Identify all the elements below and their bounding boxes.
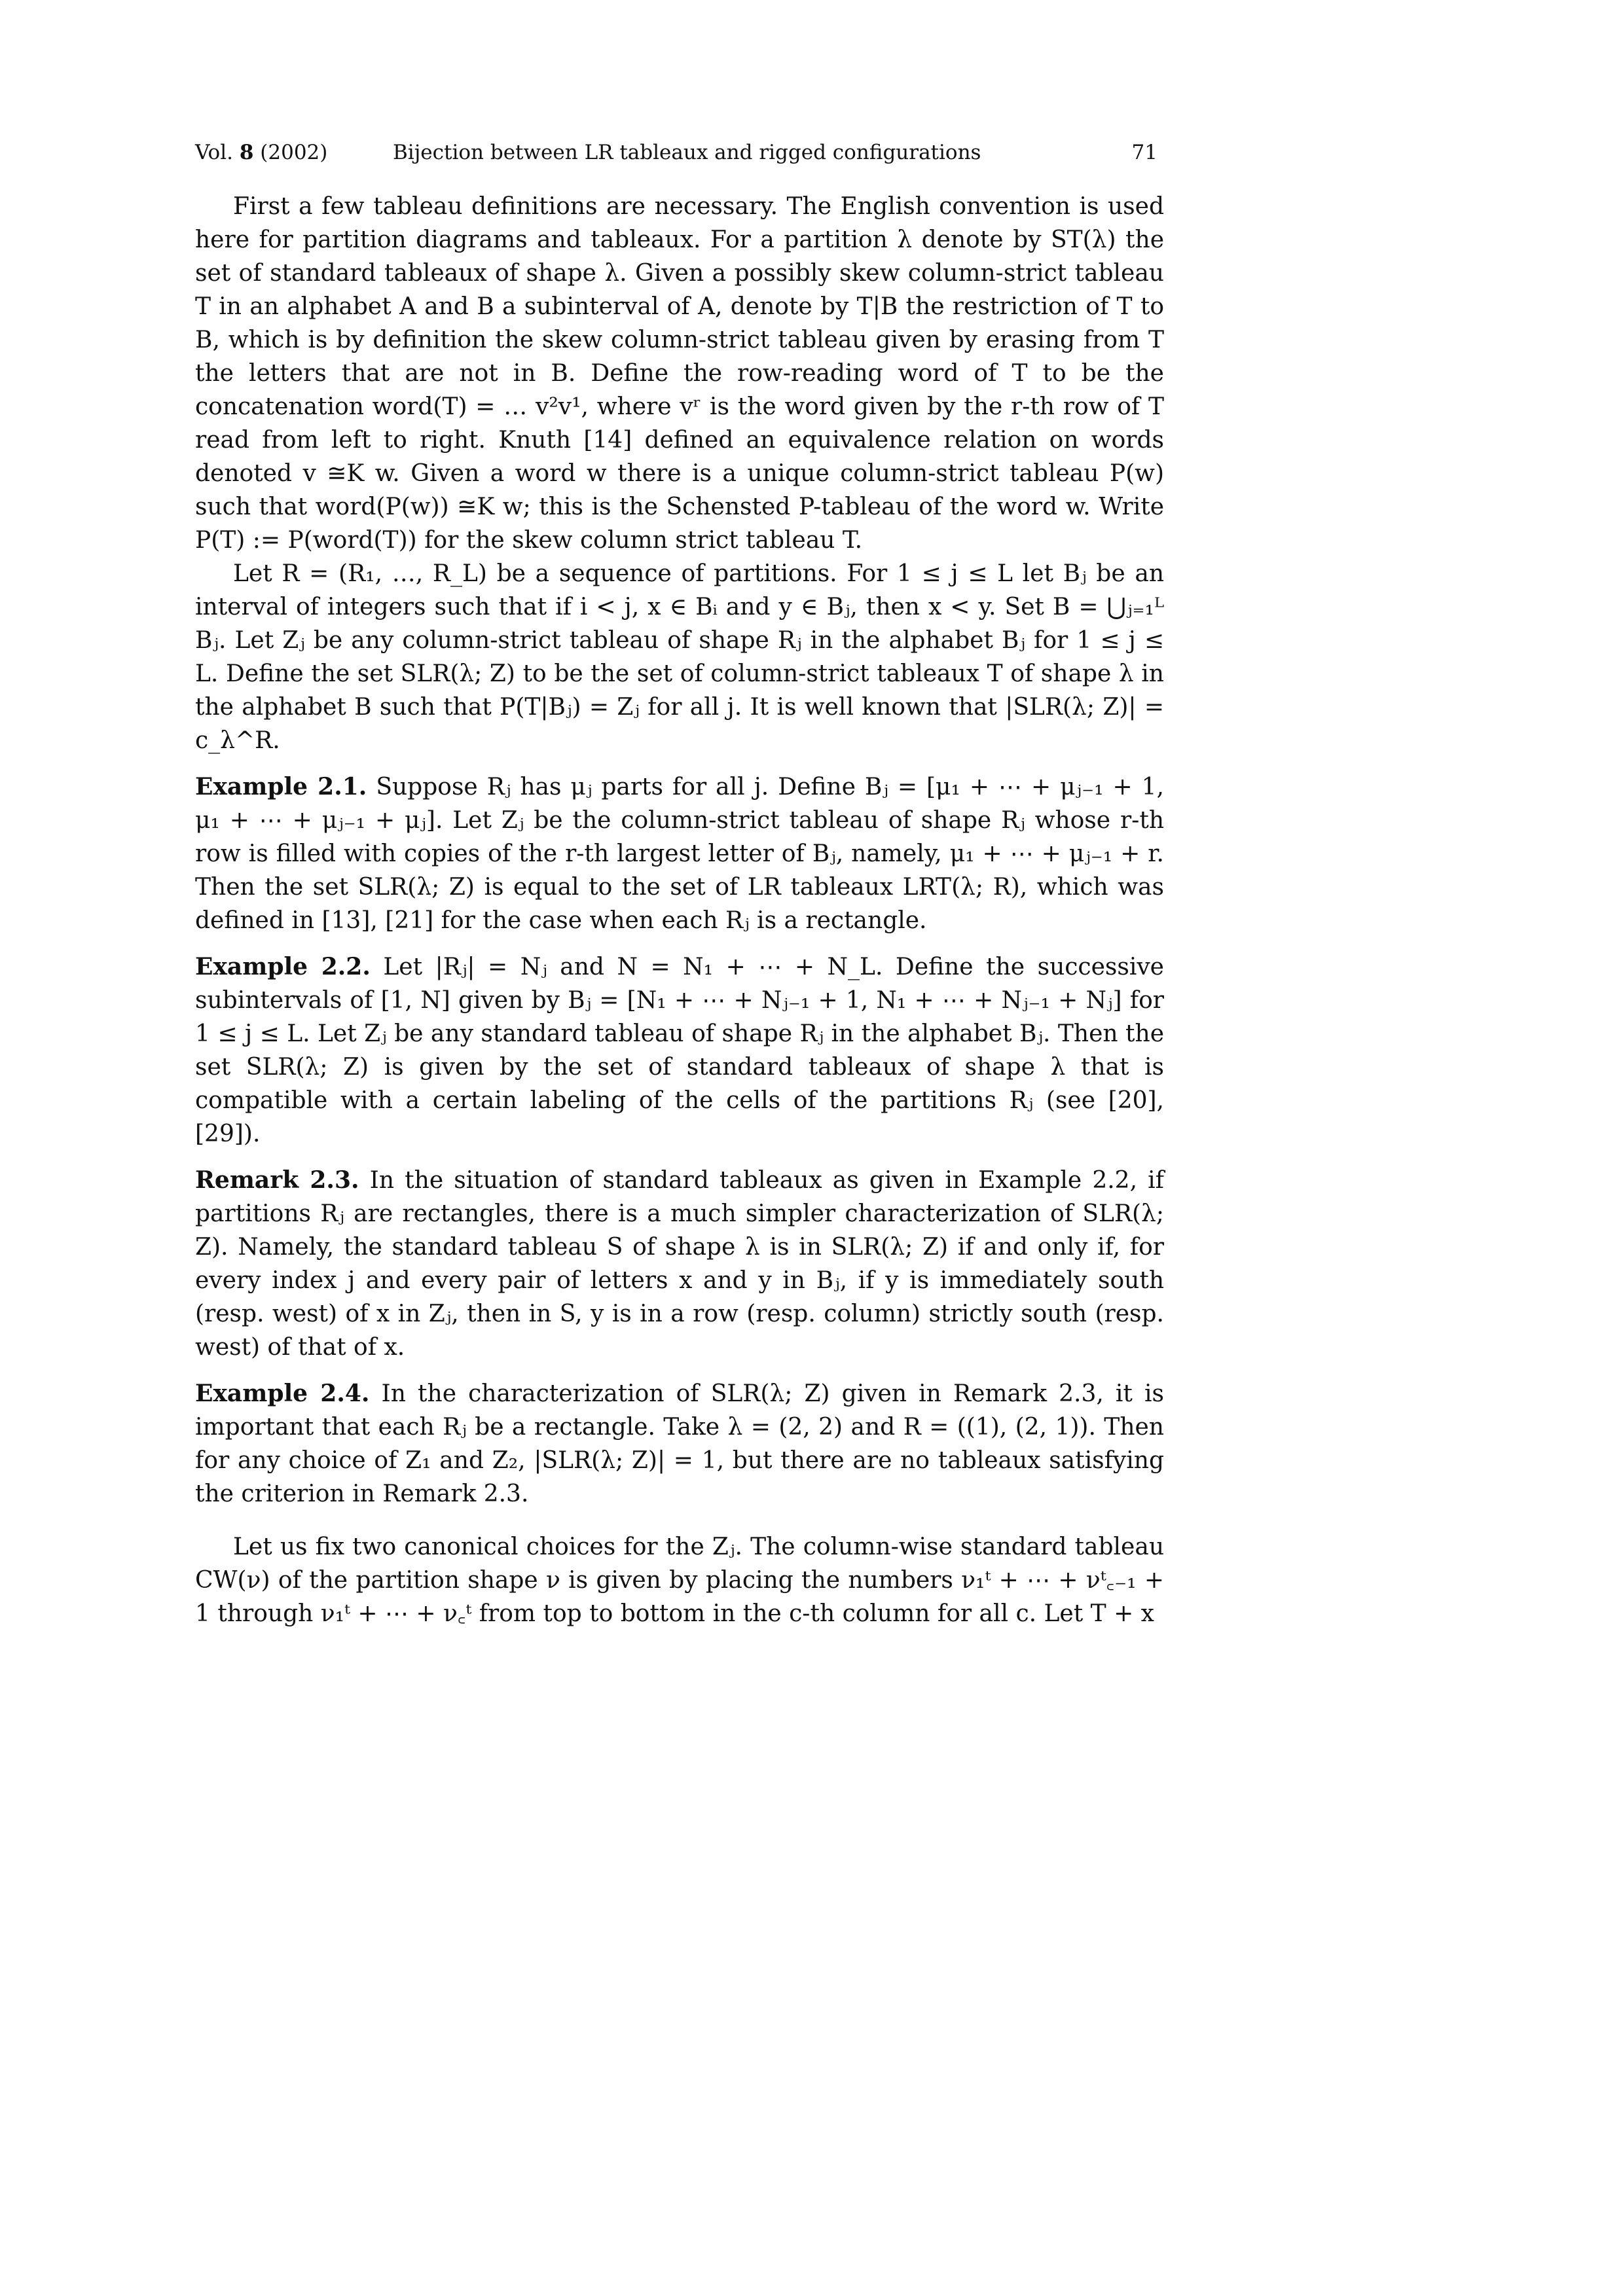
running-title: Bijection between LR tableaux and rigged configurations [393,141,981,164]
remark-label: Remark 2.3. [195,1166,359,1194]
example-text: In the characterization of SLR(λ; Z) given in Remark 2.3, it is important that each Rⱼ be a rectangle. Take λ = (2, 2) and R = ((1), (2, 1)). Then for any choice of Z₁ and Z₂, |SLR(λ; Z)| = 1, but there are no tableaux satisfying the criterion in Remark 2.3. [195,1380,1164,1507]
paragraph-canonical-choices: Let us fix two canonical choices for the Zⱼ. The column-wise standard tableau CW(ν) of the partition shape ν is given by placing the numbers ν₁ᵗ + ⋯ + νᵗ꜀₋₁ + 1 through ν₁ᵗ + ⋯ + ν꜀ᵗ from top to bottom in the c-th column for all c. Let T + x [195,1534,1164,1627]
example-2-4 [195,1377,1164,1511]
example-label: Example 2.4. [195,1380,370,1407]
remark-text: In the situation of standard tableaux as given in Example 2.2, if partitions Rⱼ are rectangles, there is a much simpler characterization of SLR(λ; Z). Namely, the standard tableau S of shape λ is in SLR(λ; Z) if and only if, for every index j and every pair of letters x and y in Bⱼ, if y is immediately south (resp. west) of x in Zⱼ, then in S, y is in a row (resp. column) strictly south (resp. west) of that of x. [195,1167,1164,1361]
remark-2-3 [195,1164,1164,1364]
paragraph-tableau-definitions: First a few tableau definitions are necessary. The English convention is used here for partition diagrams and tableaux. For a partition λ denote by ST(λ) the set of standard tableaux of shape λ. Given a possibly skew column-strict tableau T in an alphabet A and B a subinterval of A, denote by T|B the restriction of T to B, which is by definition the skew column-strict tableau given by erasing from T the letters that are not in B. Define the row-reading word of T to be the concatenation word(T) = … v²v¹, where vʳ is the word given by the r-th row of T read from left to right. Knuth [14] defined an equivalence relation on words denoted v ≅K w. Given a word w there is a unique column-strict tableau P(w) such that word(P(w)) ≅K w; this is the Schensted P-tableau of the word w. Write P(T) := P(word(T)) for the skew column strict tableau T. [195,193,1164,554]
page-body [195,190,1164,1630]
running-header [195,136,1158,169]
example-2-2 [195,950,1164,1151]
example-text: Let |Rⱼ| = Nⱼ and N = N₁ + ⋯ + N_L. Define the successive subintervals of [1, N] given by Bⱼ = [N₁ + ⋯ + Nⱼ₋₁ + 1, N₁ + ⋯ + Nⱼ₋₁ + Nⱼ] for 1 ≤ j ≤ L. Let Zⱼ be any standard tableau of shape Rⱼ in the alphabet Bⱼ. Then the set SLR(λ; Z) is given by the set of standard tableaux of shape λ that is compatible with a certain labeling of the cells of the partitions Rⱼ (see [20], [29]). [195,954,1164,1147]
volume-info: Vol. 8 (2002) [195,141,328,164]
paragraph-slr-definition: Let R = (R₁, …, R_L) be a sequence of partitions. For 1 ≤ j ≤ L let Bⱼ be an interval of integers such that if i < j, x ∈ Bᵢ and y ∈ Bⱼ, then x < y. Set B = ⋃ⱼ₌₁ᴸ Bⱼ. Let Zⱼ be any column-strict tableau of shape Rⱼ in the alphabet Bⱼ for 1 ≤ j ≤ L. Define the set SLR(λ; Z) to be the set of column-strict tableaux T of shape λ in the alphabet B such that P(T|Bⱼ) = Zⱼ for all j. It is well known that |SLR(λ; Z)| = c_λ^R. [195,560,1164,754]
example-2-1 [195,770,1164,937]
example-label: Example 2.2. [195,953,371,980]
example-label: Example 2.1. [195,773,367,800]
page-number: 71 [1131,141,1158,164]
example-text: Suppose Rⱼ has μⱼ parts for all j. Define Bⱼ = [μ₁ + ⋯ + μⱼ₋₁ + 1, μ₁ + ⋯ + μⱼ₋₁ + μⱼ]. Let Zⱼ be the column-strict tableau of shape Rⱼ whose r-th row is filled with copies of the r-th largest letter of Bⱼ, namely, μ₁ + ⋯ + μⱼ₋₁ + r. Then the set SLR(λ; Z) is equal to the set of LR tableaux LRT(λ; R), which was defined in [13], [21] for the case when each Rⱼ is a rectangle. [195,774,1164,934]
